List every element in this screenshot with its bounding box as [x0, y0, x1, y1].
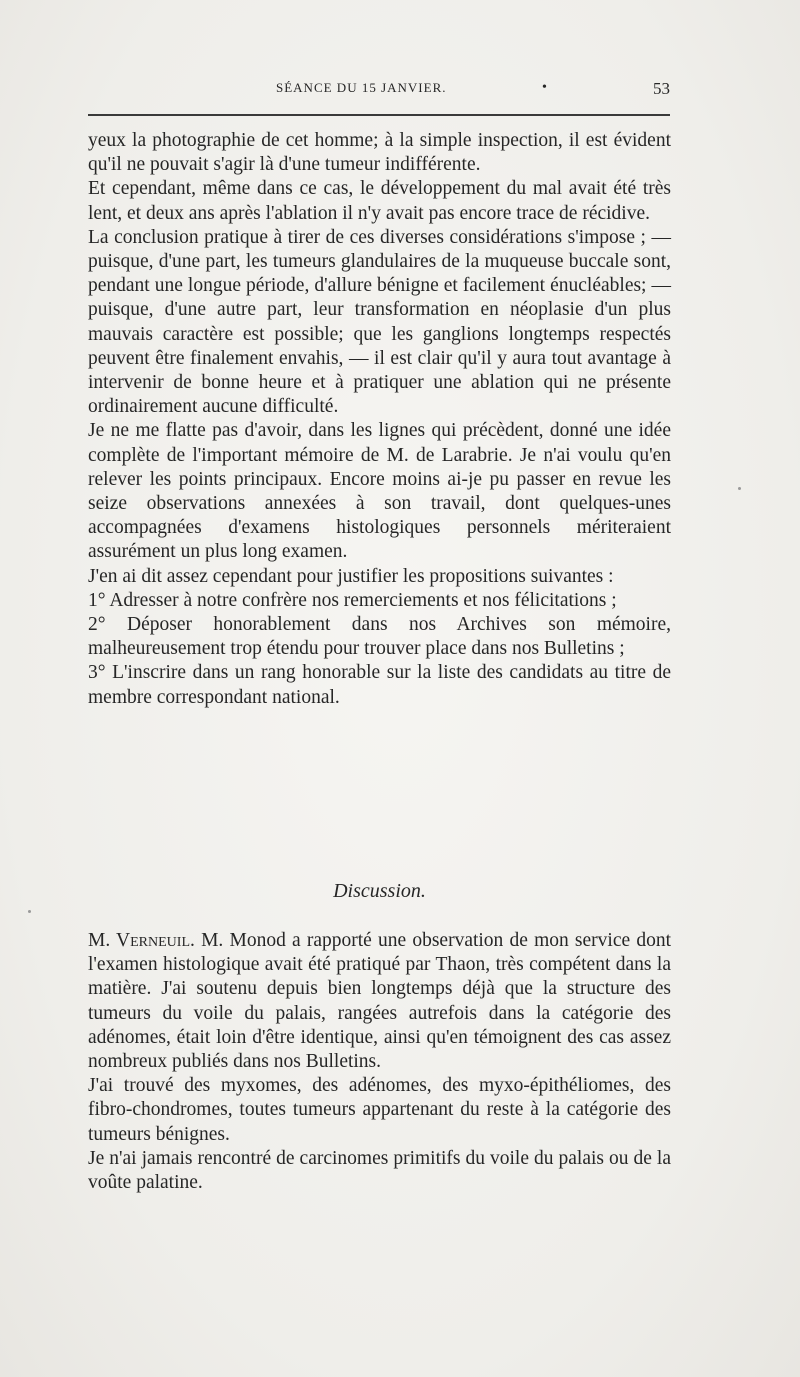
header-rule: [88, 114, 670, 116]
proposition-1: 1° Adresser à notre confrère nos remerciements et nos félicitations ;: [88, 589, 617, 611]
proposition-3: 3° L'inscrire dans un rang honorable sur la liste des candidats au titre de membre correspondant national.: [88, 662, 671, 708]
discussion-text: [88, 929, 671, 1195]
report-text: [88, 129, 671, 710]
paragraph: Je ne me flatte pas d'avoir, dans les lignes qui précèdent, donné une idée complète de l'important mémoire de M. de Larabrie. Je n'ai voulu qu'en relever les points principaux. Encore moins ai-je pu passer en revue les seize observations annexées à son travail, dont quelques-unes accompagnées d'examens histologiques personnels mériteraient assurément un plus long examen.: [88, 420, 671, 563]
discussion-paragraph: Je n'ai jamais rencontré de carcinomes primitifs du voile du palais ou de la voûte palatine.: [88, 1147, 671, 1194]
paper-speck: [28, 910, 31, 913]
page-number: 53: [653, 79, 670, 98]
running-header: [88, 80, 670, 104]
paragraph: J'en ai dit assez cependant pour justifier les propositions suivantes :: [88, 565, 614, 587]
paper-speck: [738, 487, 741, 490]
proposition-2: 2° Déposer honorablement dans nos Archives son mémoire, malheureusement trop étendu pour trouver place dans nos Bulletins ;: [88, 614, 671, 660]
paragraph: Et cependant, même dans ce cas, le développement du mal avait été très lent, et deux ans après l'ablation il n'y avait pas encore trace de récidive.: [88, 178, 671, 224]
discussion-paragraph: J'ai trouvé des myxomes, des adénomes, des myxo-épithéliomes, des fibro-chondromes, toutes tumeurs appartenant du reste à la catégorie des tumeurs bénignes.: [88, 1075, 671, 1145]
section-heading: Discussion.: [333, 880, 426, 902]
discussion-paragraph: [88, 929, 671, 1074]
speaker-name: M. Verneuil.: [88, 930, 195, 951]
paragraph-continuation: yeux la photographie de cet homme; à la simple inspection, il est évident qu'il ne pouvait s'agir là d'une tumeur indifférente.: [88, 130, 671, 176]
paragraph: La conclusion pratique à tirer de ces diverses considérations s'impose ; — puisque, d'une part, les tumeurs glandulaires de la muqueuse buccale sont, pendant une longue période, d'allure bénigne et facilement énucléables; — puisque, d'une autre part, leur transformation en néoplasie d'un plus mauvais caractère est possible; que les ganglions longtemps respectés peuvent être finalement envahis, — il est clair qu'il y aura tout avantage à intervenir de bonne heure et à pratiquer une ablation qui ne présente ordinairement aucune difficulté.: [88, 226, 671, 418]
discussion-paragraph-text: M. Monod a rapporté une observation de mon service dont l'examen histologique avait été pratiqué par Thaon, très compétent dans la matière. J'ai soutenu depuis bien longtemps déjà que la structure des tumeurs du voile du palais, rangées autrefois dans la catégorie des adénomes, était loin d'être identique, ainsi qu'en témoignent des cas assez nombreux publiés dans nos Bulletins.: [88, 930, 672, 1073]
header-title: SÉANCE DU 15 JANVIER.: [276, 80, 447, 95]
header-dot: •: [542, 80, 547, 95]
